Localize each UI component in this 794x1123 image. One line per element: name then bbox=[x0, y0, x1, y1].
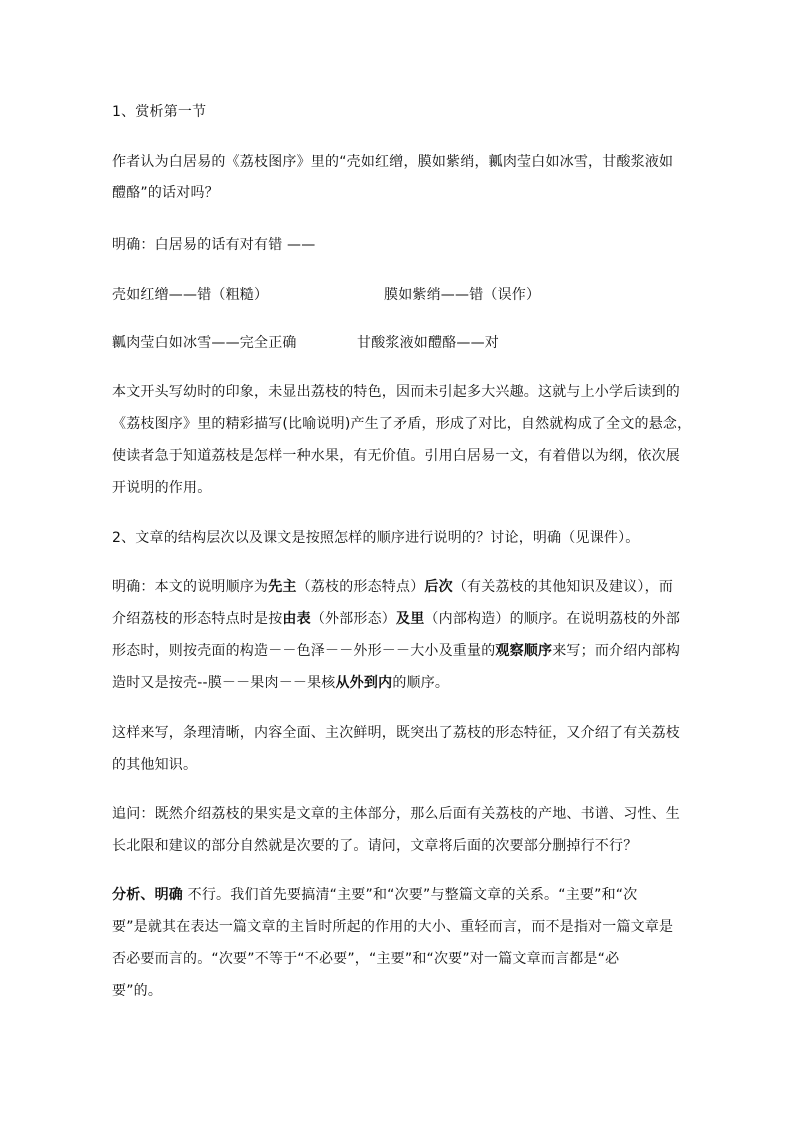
bold-term: 由表 bbox=[282, 611, 311, 627]
text-span: 造时又是按壳--膜－－果肉－－果核 bbox=[112, 675, 336, 691]
paragraph-5-line-1 bbox=[112, 885, 692, 905]
section-1-heading: 1、赏析第一节 bbox=[112, 104, 207, 120]
paragraph-5-line-4: 要”的。 bbox=[112, 983, 163, 999]
text-span: （内部构造）的顺序。在说明荔枝的外部 bbox=[424, 611, 681, 627]
paragraph-2-line-4 bbox=[112, 673, 692, 693]
paragraph-3-line-1: 这样来写，条理清晰，内容全面、主次鲜明，既突出了荔枝的形态特征，又介绍了有关荔枝 bbox=[112, 725, 680, 741]
text-span: 来写；而介绍内部构 bbox=[552, 643, 681, 659]
text-span: 形态时，则按壳面的构造－－色泽－－外形－－大小及重量的 bbox=[112, 643, 496, 659]
paragraph-3-line-2: 的其他知识。 bbox=[112, 757, 198, 773]
text-span: （荔枝的形态特点） bbox=[296, 579, 425, 595]
question-1-line-1: 作者认为白居易的《荔枝图序》里的“壳如红缯，膜如紫绡，瓤肉莹白如冰雪，甘酸浆液如 bbox=[112, 154, 674, 170]
paragraph-4-line-1: 追问：既然介绍荔枝的果实是文章的主体部分，那么后面有关荔枝的产地、书谱、习性、生 bbox=[112, 806, 680, 822]
bold-term: 先主 bbox=[268, 579, 297, 595]
paragraph-1-line-4: 开说明的作用。 bbox=[112, 480, 212, 496]
text-span: （外部形态） bbox=[310, 611, 397, 627]
paragraph-1-line-1: 本文开头写幼时的印象，未显出荔枝的特色，因而未引起多大兴趣。这就与上小学后读到的 bbox=[112, 384, 680, 400]
paragraph-4-line-2: 长北限和建议的部分自然就是次要的了。请问，文章将后面的次要部分删掉行不行？ bbox=[112, 838, 638, 854]
comparison-row-1 bbox=[112, 285, 692, 305]
question-1-line-2: 醴酪”的话对吗？ bbox=[112, 185, 219, 201]
comparison-row-2 bbox=[112, 333, 692, 353]
comparison-1-right: 膜如紫绡——错（误作） bbox=[384, 287, 541, 303]
text-span: 明确：本文的说明顺序为 bbox=[112, 579, 269, 595]
text-span: 介绍荔枝的形态特点时是按 bbox=[112, 611, 283, 627]
bold-term: 及里 bbox=[396, 611, 425, 627]
paragraph-2-line-2 bbox=[112, 609, 692, 629]
bold-term: 后次 bbox=[424, 579, 453, 595]
comparison-2-left: 瓤肉莹白如冰雪——完全正确 bbox=[112, 335, 297, 351]
bold-term: 观察顺序 bbox=[495, 643, 553, 659]
text-span: 不行。我们首先要搞清“主要”和“次要”与整篇文章的关系。“主要”和“次 bbox=[183, 887, 638, 903]
comparison-2-right: 甘酸浆液如醴酪——对 bbox=[357, 335, 499, 351]
paragraph-5-line-3: 否必要而言的。“次要”不等于“不必要”，“主要”和“次要”对一篇文章而言都是“必 bbox=[112, 951, 620, 967]
answer-intro: 明确：白居易的话有对有错 —— bbox=[112, 237, 316, 253]
paragraph-2-line-1 bbox=[112, 577, 692, 597]
section-2-heading: 2、文章的结构层次以及课文是按照怎样的顺序进行说明的？讨论，明确（见课件）。 bbox=[112, 530, 640, 546]
bold-term: 从外到内 bbox=[335, 675, 393, 691]
text-span: （有关荔枝的其他知识及建议），而 bbox=[452, 579, 674, 595]
paragraph-2-line-3 bbox=[112, 641, 692, 661]
text-span: 的顺序。 bbox=[392, 675, 450, 691]
paragraph-5-line-2: 要”是就其在表达一篇文章的主旨时所起的作用的大小、重轻而言，而不是指对一篇文章是 bbox=[112, 919, 674, 935]
paragraph-1-line-2: 《荔枝图序》里的精彩描写(比喻说明)产生了矛盾，形成了对比，自然就构成了全文的悬念， bbox=[112, 416, 692, 432]
comparison-1-left: 壳如红缯——错（粗糙） bbox=[112, 287, 269, 303]
paragraph-1-line-3: 使读者急于知道荔枝是怎样一种水果，有无价值。引用白居易一文，有着借以为纲，依次展 bbox=[112, 448, 680, 464]
bold-term: 分析、明确 bbox=[112, 887, 183, 903]
